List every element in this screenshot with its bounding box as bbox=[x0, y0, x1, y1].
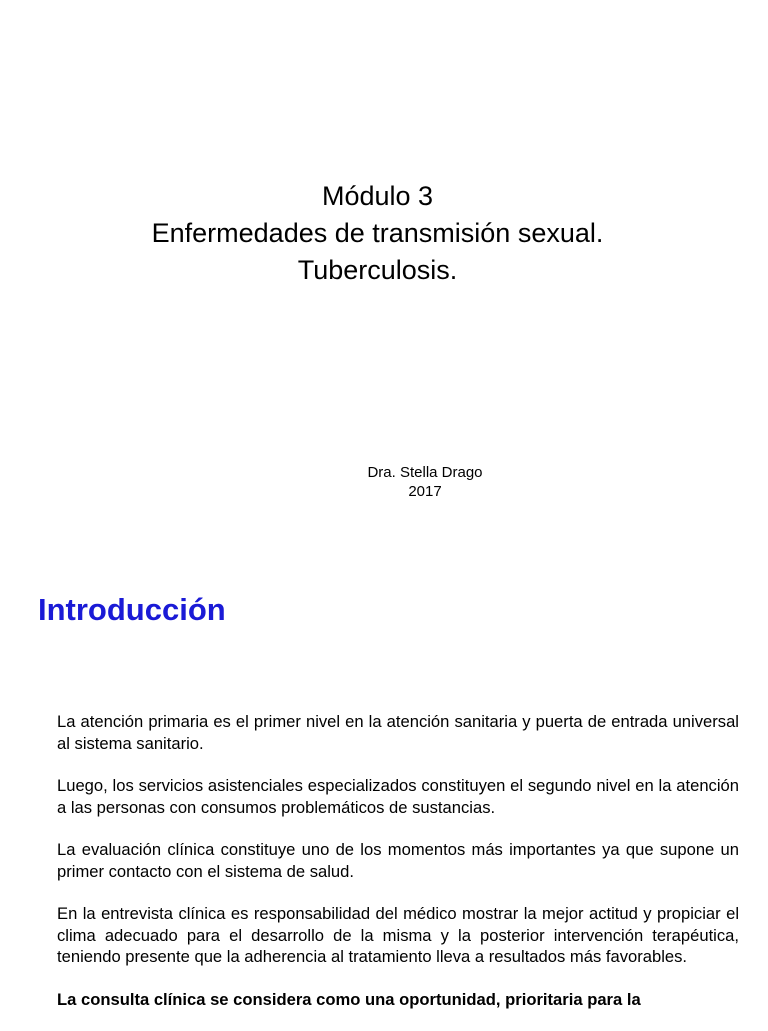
module-topic: Tuberculosis. bbox=[297, 255, 458, 285]
author-name: Dra. Stella Drago bbox=[367, 464, 483, 481]
module-title: Módulo 3 bbox=[321, 181, 434, 211]
cover-title-block bbox=[0, 178, 755, 289]
paragraph: La evaluación clínica constituye uno de los momentos más importantes ya que supone un primer contacto con el sistema de salud. bbox=[57, 840, 739, 881]
intro-body bbox=[57, 711, 739, 1031]
paragraph: En la entrevista clínica es responsabilidad del médico mostrar la mejor actitud y propiciar el clima adecuado para el desarrollo de la misma y la posterior intervención terapéutica, teniendo presente que la adherencia al tratamiento lleva a resultados más favorables. bbox=[57, 904, 739, 966]
module-subtitle: Enfermedades de transmisión sexual. bbox=[151, 218, 604, 248]
paragraph-bold: La consulta clínica se considera como una oportunidad, prioritaria para la bbox=[57, 989, 641, 1009]
paragraph: La atención primaria es el primer nivel en la atención sanitaria y puerta de entrada universal al sistema sanitario. bbox=[57, 712, 739, 753]
section-heading-introduction: Introducción bbox=[38, 592, 226, 627]
paragraph: Luego, los servicios asistenciales especializados constituyen el segundo nivel en la atención a las personas con consumos problemáticos de sustancias. bbox=[57, 776, 739, 817]
publication-year: 2017 bbox=[408, 483, 442, 500]
author-block bbox=[310, 463, 540, 501]
